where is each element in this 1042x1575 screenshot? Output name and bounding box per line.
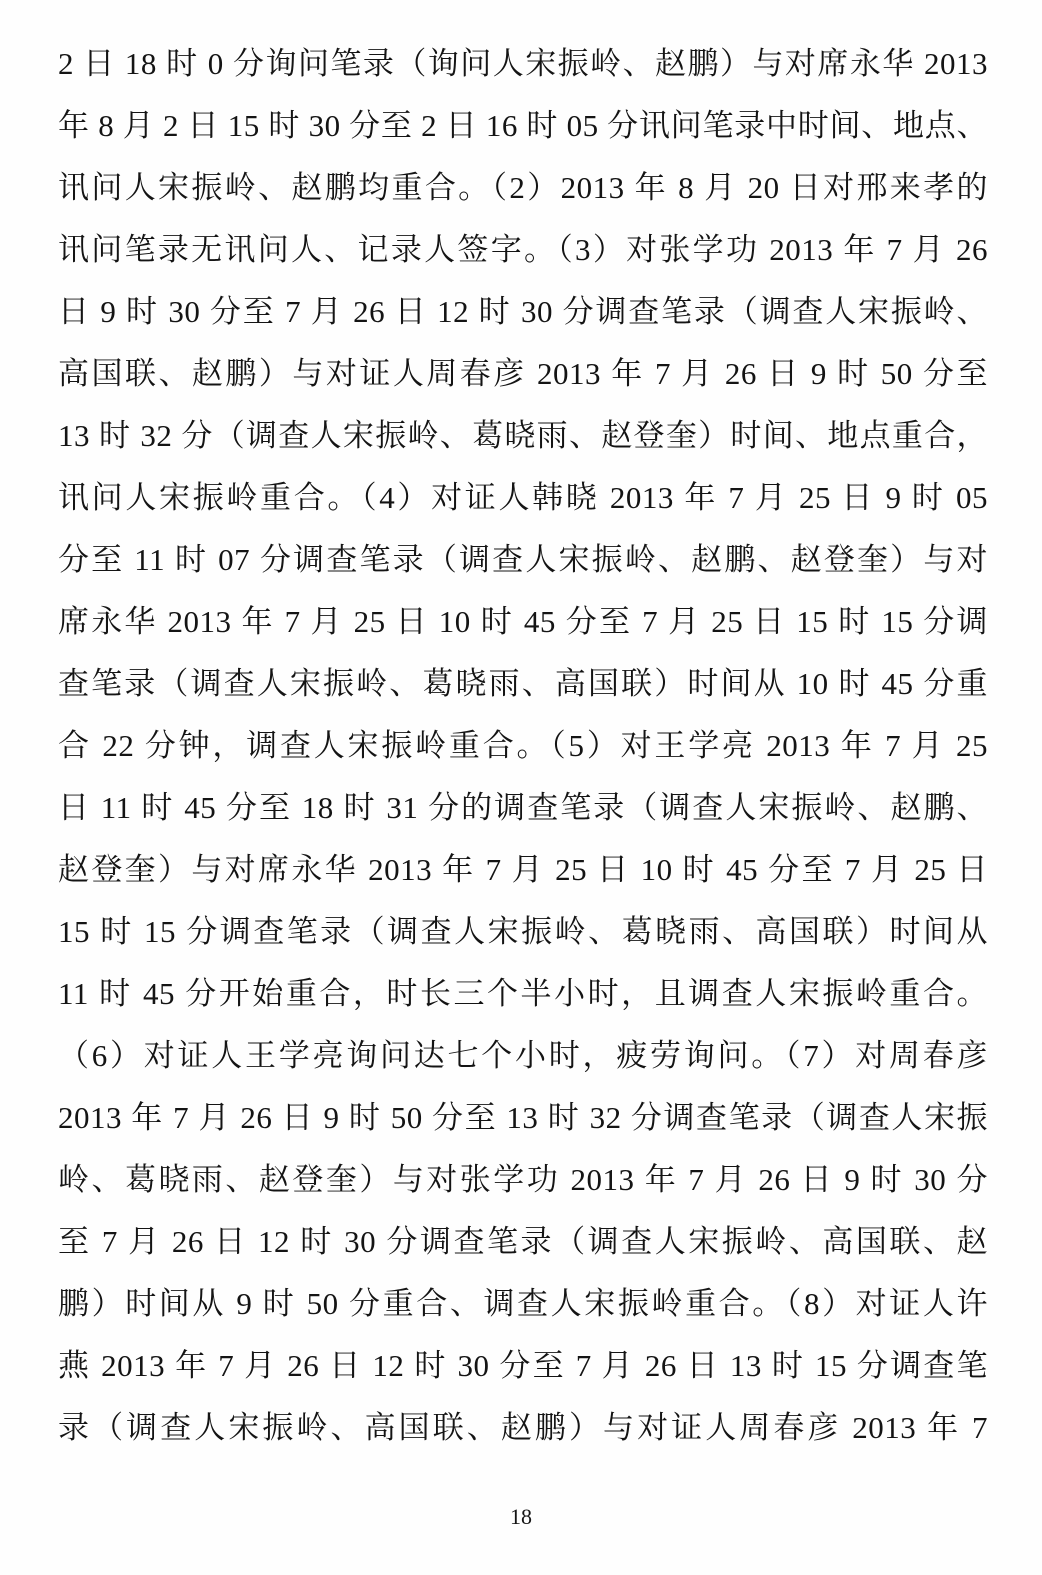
text-line: 11 时 45 分开始重合，时长三个半小时，且调查人宋振岭重合。 [58,976,988,1011]
text-line: 年 8 月 2 日 15 时 30 分至 2 日 16 时 05 分讯问笔录中时间、地点、 [58,108,988,143]
text-line: 席永华 2013 年 7 月 25 日 10 时 45 分至 7 月 25 日 15 时 15 分调 [58,604,988,639]
text-line: 2013 年 7 月 26 日 9 时 50 分至 13 时 32 分调查笔录（调查人宋振 [58,1100,988,1135]
text-line: 2 日 18 时 0 分询问笔录（询问人宋振岭、赵鹏）与对席永华 2013 [58,46,988,81]
text-line: 日 9 时 30 分至 7 月 26 日 12 时 30 分调查笔录（调查人宋振岭、 [58,294,988,329]
text-line: 合 22 分钟，调查人宋振岭重合。（5）对王学亮 2013 年 7 月 25 [58,728,988,763]
text-line: 日 11 时 45 分至 18 时 31 分的调查笔录（调查人宋振岭、赵鹏、 [58,790,988,825]
text-line: 赵登奎）与对席永华 2013 年 7 月 25 日 10 时 45 分至 7 月 25 日 [58,852,988,887]
text-line: 讯问人宋振岭重合。（4）对证人韩晓 2013 年 7 月 25 日 9 时 05 [58,480,988,515]
text-line: （6）对证人王学亮询问达七个小时，疲劳询问。（7）对周春彦 [58,1038,988,1073]
text-line: 高国联、赵鹏）与对证人周春彦 2013 年 7 月 26 日 9 时 50 分至 [58,356,988,391]
text-line: 录（调查人宋振岭、高国联、赵鹏）与对证人周春彦 2013 年 7 [58,1410,988,1445]
text-line: 至 7 月 26 日 12 时 30 分调查笔录（调查人宋振岭、高国联、赵 [58,1224,988,1259]
text-line: 查笔录（调查人宋振岭、葛晓雨、高国联）时间从 10 时 45 分重 [58,666,988,701]
page-number: 18 [510,1504,532,1529]
text-line: 15 时 15 分调查笔录（调查人宋振岭、葛晓雨、高国联）时间从 [58,914,988,949]
text-line: 讯问笔录无讯问人、记录人签字。（3）对张学功 2013 年 7 月 26 [58,232,988,267]
text-line: 分至 11 时 07 分调查笔录（调查人宋振岭、赵鹏、赵登奎）与对 [58,542,988,577]
text-line: 鹏）时间从 9 时 50 分重合、调查人宋振岭重合。（8）对证人许 [58,1286,988,1321]
text-line: 讯问人宋振岭、赵鹏均重合。（2）2013 年 8 月 20 日对邢来孝的 [58,170,988,205]
text-line: 燕 2013 年 7 月 26 日 12 时 30 分至 7 月 26 日 13 时 15 分调查笔 [58,1348,988,1383]
text-line: 13 时 32 分（调查人宋振岭、葛晓雨、赵登奎）时间、地点重合， [58,418,988,453]
document-body [58,33,988,1459]
text-line: 岭、葛晓雨、赵登奎）与对张学功 2013 年 7 月 26 日 9 时 30 分 [58,1162,988,1197]
